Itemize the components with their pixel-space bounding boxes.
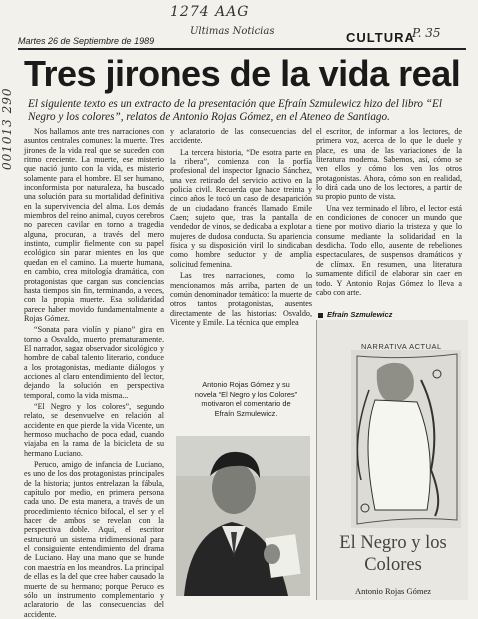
headline: Tres jirones de la vida real — [24, 53, 461, 94]
paragraph: “Sonata para violín y piano” gira en torno a Osvaldo, muerto prematuramente. El narrador, sagaz observador sicológico y hombre de cabal talento literario, conduce a los protagonistas, mediante diálogos y acciones al claro entendimiento del lector, dejando la solución en perspectiva temporal, como la vida misma... — [24, 325, 164, 400]
paragraph: “El Negro y los colores”, segundo relato, se desenvuelve en relación al accidente en que pierde la vida Vicente, un hermoso muchacho de poca edad, cuando viajaba en la rama de la bicicleta de su hermano Luciano. — [24, 401, 164, 458]
paragraph: Las tres narraciones, como lo mencionamos más arriba, parten de un común denominador temático: la muerte de otros tantos protagonistas, ausentes directamente de las historias: Osvaldo, Vicente y Emile. La técnica que emplea — [170, 271, 312, 327]
handwritten-page-number: P. 35 — [412, 26, 441, 40]
dateline: Martes 26 de Septiembre de 1989 — [18, 36, 155, 46]
byline — [318, 310, 392, 319]
article-column-2 — [170, 127, 312, 347]
article-column-3 — [316, 127, 462, 307]
paragraph: La tercera historia, “De esotra parte en la ribera”, comienza con la porfía profesional del inspector Ignacio Sánchez, una vez retirado del servicio activo en la policía civil. Recuerda que hace treinta y cinco años le tocó un caso de desaparición de un ciudadano francés llamado Emile Caen; sujeto que, tras la pantalla de vendedor de vinos, se dedicaba a explotar a mujeres de dudosa conducta. Su apariencia física y su disposición viril lo sindicaban como hombre seductor y de amplia solicitud femenina. — [170, 147, 312, 269]
book-author: Antonio Rojas Gómez — [354, 586, 432, 596]
author-portrait-image — [176, 436, 310, 596]
book-title: El Negro y los Colores — [339, 533, 447, 575]
square-bullet-icon — [318, 313, 323, 318]
handwritten-archive-code: 1274 AAG — [170, 4, 250, 20]
article-deck: El siguiente texto es un extracto de la presentación que Efraín Szmulewicz hizo del libro “El Negro y los colores”, relatos de Antonio Rojas Gómez, en el Ateneo de Santiago. — [28, 98, 442, 123]
photo-caption: Antonio Rojas Gómez y su novela “El Negro y los Colores” motivaron el comentario de Efraín Szmulewicz. — [194, 380, 298, 418]
book-series-label: NARRATIVA ACTUAL — [361, 342, 442, 351]
author-photo — [176, 436, 310, 596]
handwritten-source-note: Ultimas Noticias — [190, 26, 275, 37]
header-rule — [18, 48, 466, 50]
byline-name: Efraín Szmulewicz — [327, 310, 393, 319]
section-label: CULTURA — [346, 30, 415, 45]
paragraph: Peruco, amigo de infancia de Luciano, es uno de los dos protagonistas principales de la historia; juntos entrelazan la fábula, capítulo por medio, en primera persona cada uno. De esta manera, a través de un procedimiento técnico bifocal, el ser y el hacer de ambos se revelan con la perspectiva doble. Aquí, el escritor estructuró un sistema tridimensional para el consiguiente entendimiento del drama de Luciano. Hay una mano que se hunde con maestría en los meandros. La principal de ellas es la del que cree haber causado la muerte de su hermano; porque Peruco es sólo un instrumento complementario y aclaratorio de las consecuencias del accidente. — [24, 460, 164, 619]
article-column-1 — [24, 127, 164, 619]
handwritten-side-code: 001013 290 — [0, 87, 14, 170]
paragraph: Una vez terminado el libro, el lector está en condiciones de conocer un mundo que tiene por motivo diario la tristeza y que lo consume mediante la solidaridad en la desdicha. Todo ello, ausente de rebeliones espectaculares, de suspensos dramáticos y de clímax. En resumen, una literatura sumamente difícil de elaborar sin caer en todo. Y Antonio Rojas Gómez lo lleva a cabo con arte. — [316, 203, 462, 297]
book-cover — [316, 320, 468, 600]
paragraph: y aclaratorio de las consecuencias del accidente. — [170, 127, 312, 146]
paragraph: el escritor, de informar a los lectores, de primera voz, acerca de lo que le duele y place, es una de las variaciones de la literatura moderna. Sabemos, así, cómo se ven ellos y cómo los ven los otros protagonistas. Ahora, cómo son en realidad, lo dirá cada uno de los lectores, a partir de su propio punto de vista. — [316, 127, 462, 202]
paragraph: Nos hallamos ante tres narraciones con asuntos centrales comunes: la muerte. Tres jirones de la vida real que se suceden con ritmo creciente. La muerte, ese misterio que nació junto con la vida, es misterio solamente para el hombre. El ser humano, inconformista por naturaleza, ha buscado una solución para su mortalidad definitiva en la supervivencia del alma. Los demás miembros del reino animal, cuyos cerebros no parecen cavilar en torno a tragedia alguna, procuran, a través del mero instinto, cumplir fielmente con su papel ecológico sin parar mientes en los que quedan en el camino. La muerte humana, en cambio, crea mitología dramática, con protagonistas que cargan sus conciencias hasta tiempos sin fin, terminando, a veces, con la propia muerte. Esa solidaridad parece haber movido fundamentalmente a Rojas Gómez. — [24, 127, 164, 323]
